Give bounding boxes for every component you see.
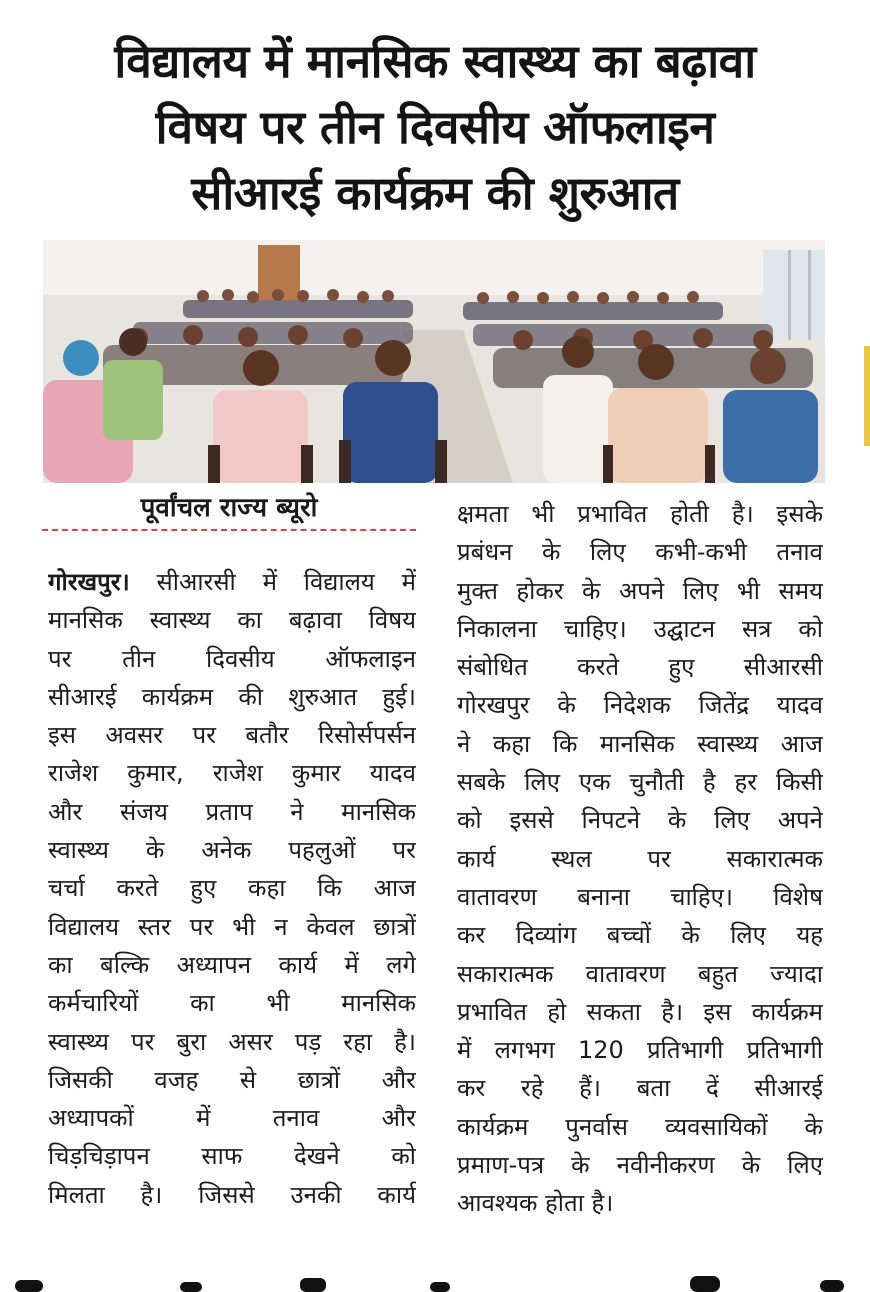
- article-line: कर्मचारियों का भी मानसिक: [48, 989, 416, 1018]
- article-line: में लगभग 120 प्रतिभागी प्रतिभागी: [457, 1036, 823, 1065]
- article-line: और संजय प्रताप ने मानसिक: [48, 797, 416, 826]
- headline-line-2: विषय पर तीन दिवसीय ऑफलाइन: [155, 100, 715, 154]
- article-line: पर तीन दिवसीय ऑफलाइन: [48, 644, 416, 673]
- article-line: सबके लिए एक चुनौती है हर किसी: [457, 768, 823, 797]
- article-line: जिसकी वजह से छात्रों और: [48, 1065, 416, 1094]
- dashed-divider: [42, 529, 416, 531]
- article-line: क्षमता भी प्रभावित होती है। इसके: [457, 500, 823, 528]
- article-line: को इससे निपटने के लिए अपने: [457, 806, 823, 835]
- article-line: कार्यक्रम पुनर्वास व्यवसायिकों के: [457, 1112, 823, 1141]
- article-left-column: [48, 563, 416, 1214]
- article-line: गोरखपुर के निदेशक जितेंद्र यादव: [457, 691, 823, 720]
- seminar-photo-illustration: [43, 240, 825, 483]
- article-line: ने कहा कि मानसिक स्वास्थ्य आज: [457, 729, 823, 758]
- headline-line-1: विद्यालय में मानसिक स्वास्थ्य का बढ़ावा: [114, 34, 756, 88]
- article-line: स्वास्थ्य पर बुरा असर पड़ रहा है।: [48, 1027, 416, 1056]
- article-line: कर दिव्यांग बच्चों के लिए यह: [457, 921, 823, 950]
- article-line: प्रमाण-पत्र के नवीनीकरण के लिए: [457, 1151, 823, 1180]
- article-line: वातावरण बनाना चाहिए। विशेष: [457, 882, 823, 911]
- article-line: चर्चा करते हुए कहा कि आज: [48, 874, 416, 903]
- article-line: मिलता है। जिससे उनकी कार्य: [48, 1180, 416, 1209]
- headline-line-3: सीआरई कार्यक्रम की शुरुआत: [191, 166, 679, 220]
- article-line: चिड़चिड़ापन साफ देखने को: [48, 1142, 416, 1171]
- headline: [30, 28, 840, 226]
- article-line: संबोधित करते हुए सीआरसी: [457, 653, 823, 682]
- article-line: स्वास्थ्य के अनेक पहलुओं पर: [48, 836, 416, 865]
- article-line: मुक्त होकर के अपने लिए भी समय: [457, 576, 823, 605]
- article-line: मानसिक स्वास्थ्य का बढ़ावा विषय: [48, 606, 416, 635]
- article-line: कार्य स्थल पर सकारात्मक: [457, 844, 823, 873]
- article-line: का बल्कि अध्यापन कार्य में लगे: [48, 950, 416, 979]
- article-right-column: [457, 495, 823, 1223]
- news-photo: [43, 240, 825, 483]
- article-line: कर रहे हैं। बता दें सीआरई: [457, 1074, 823, 1103]
- article-line: इस अवसर पर बतौर रिसोर्सपर्सन: [48, 721, 416, 750]
- side-color-marker: [864, 346, 870, 446]
- article-line: आवश्यक होता है।: [457, 1189, 614, 1218]
- article-line: प्रभावित हो सकता है। इस कार्यक्रम: [457, 997, 823, 1026]
- article-line: गोरखपुर। सीआरसी में विद्यालय में: [48, 568, 416, 596]
- article-line: सीआरई कार्यक्रम की शुरुआत हुई।: [48, 682, 416, 711]
- article-line: राजेश कुमार, राजेश कुमार यादव: [48, 759, 416, 788]
- article-line: अध्यापकों में तनाव और: [48, 1104, 416, 1133]
- article-line: प्रबंधन के लिए कभी-कभी तनाव: [457, 538, 823, 567]
- article-line: विद्यालय स्तर पर भी न केवल छात्रों: [48, 912, 416, 941]
- article-line: सकारात्मक वातावरण बहुत ज्यादा: [457, 959, 823, 988]
- dateline: गोरखपुर।: [48, 568, 130, 596]
- article-line: निकालना चाहिए। उद्घाटन सत्र को: [457, 614, 823, 643]
- cut-off-next-headline: [0, 1262, 870, 1292]
- byline: पूर्वांचल राज्य ब्यूरो: [140, 493, 318, 523]
